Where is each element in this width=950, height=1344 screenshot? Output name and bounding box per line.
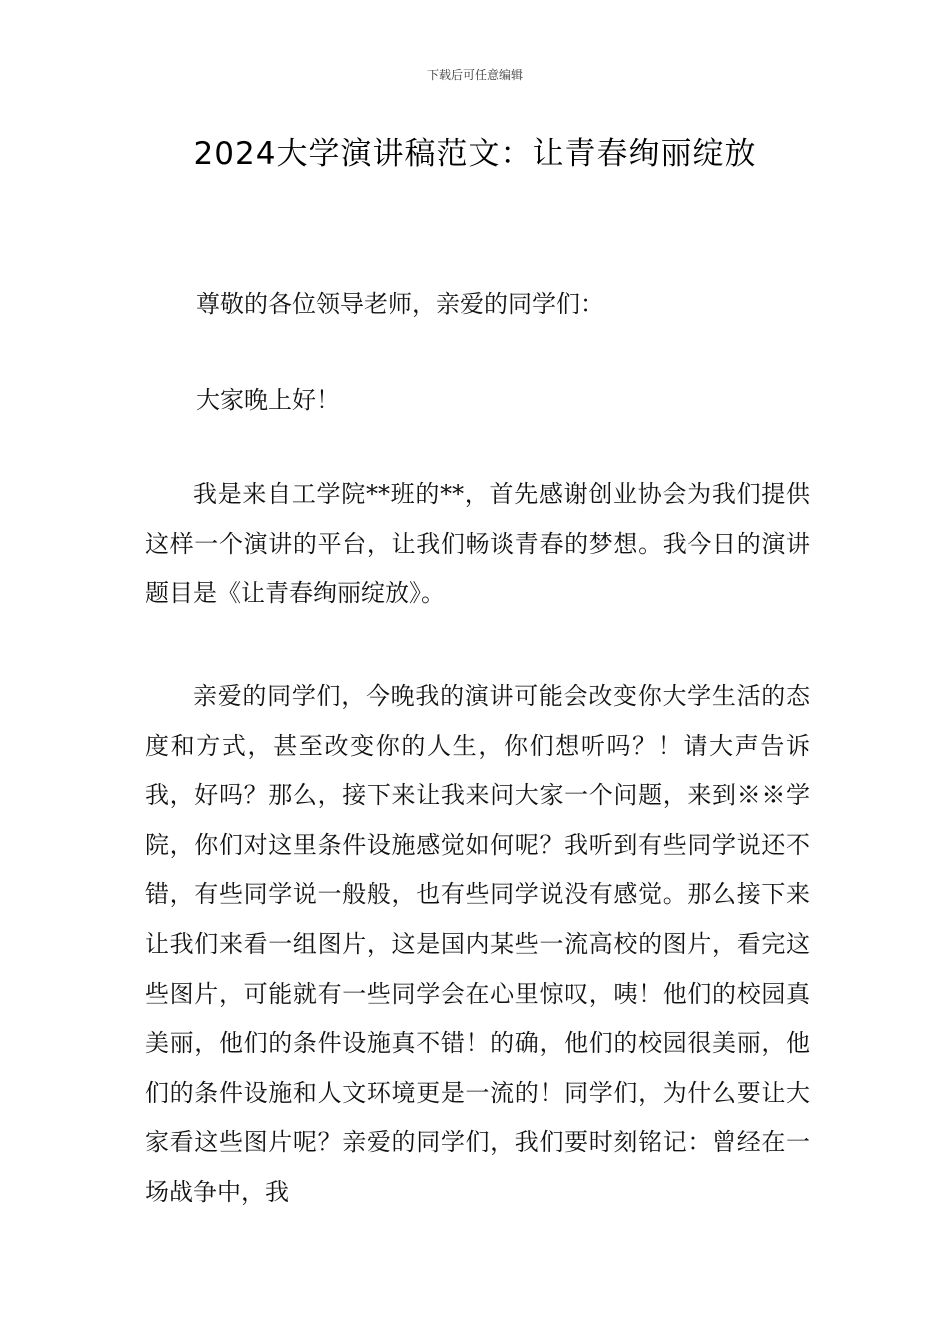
- greeting-paragraph: 大家晚上好！: [196, 386, 340, 414]
- document-title: 2024大学演讲稿范文：让青春绚丽绽放: [193, 136, 757, 172]
- salutation-paragraph: 尊敬的各位领导老师，亲爱的同学们：: [196, 290, 604, 318]
- header-note: 下载后可任意编辑: [426, 68, 523, 82]
- intro-paragraph: 我是来自工学院**班的**，首先感谢创业协会为我们提供这样一个演讲的平台，让我们畅谈青春的梦想。我今日的演讲题目是《让青春绚丽绽放》。: [145, 480, 810, 608]
- body-paragraph: 亲爱的同学们，今晚我的演讲可能会改变你大学生活的态度和方式，甚至改变你的人生，你们想听吗？！请大声告诉我，好吗？那么，接下来让我来问大家一个问题，来到※※学院，你们对这里条件设施感觉如何呢？我听到有些同学说还不错，有些同学说一般般，也有些同学说没有感觉。那么接下来让我们来看一组图片，这是国内某些一流高校的图片，看完这些图片，可能就有一些同学会在心里惊叹，咦！他们的校园真美丽，他们的条件设施真不错！的确，他们的校园很美丽，他们的条件设施和人文环境更是一流的！同学们，为什么要让大家看这些图片呢？亲爱的同学们，我们要时刻铭记：曾经在一场战争中，我: [145, 682, 810, 1206]
